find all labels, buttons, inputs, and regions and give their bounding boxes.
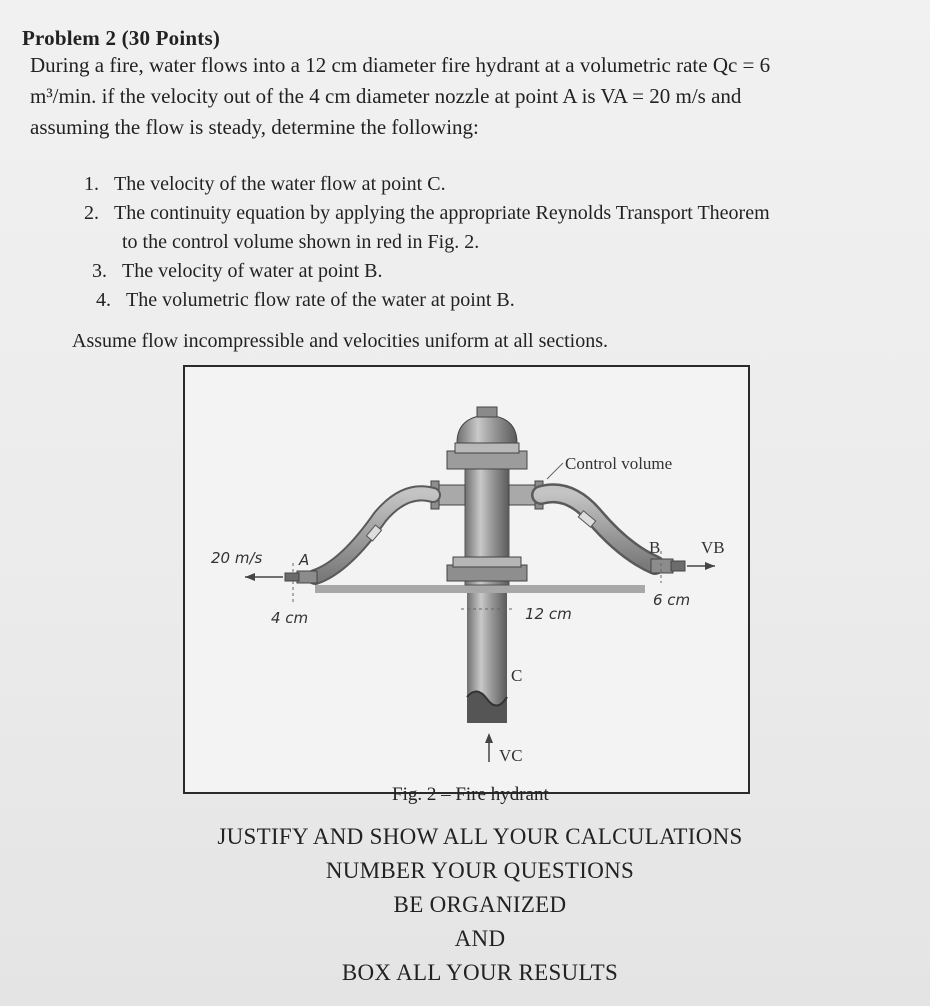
problem-statement-line: m³/min. if the velocity out of the 4 cm diameter nozzle at point A is VA = 20 m/s and [30, 84, 742, 108]
label-velocity-a: 20 m/s [211, 549, 263, 567]
nozzle-a [297, 571, 317, 583]
label-point-b: B [649, 538, 661, 557]
label-velocity-c: VC [499, 746, 523, 765]
label-diameter-a: 4 cm [271, 609, 309, 627]
question-number: 1. [84, 173, 99, 195]
problem-title: Problem 2 (30 Points) [22, 26, 221, 50]
problem-statement-line: During a fire, water flows into a 12 cm diameter fire hydrant at a volumetric rate Qc = 6 [30, 53, 771, 77]
question-number: 3. [92, 260, 107, 282]
question-text-continued: to the control volume shown in red in Fig. 2. [122, 231, 480, 253]
fire-hydrant-diagram [185, 367, 748, 792]
instruction-line: AND [454, 926, 506, 951]
figure-fire-hydrant [183, 365, 750, 794]
question-item [84, 199, 884, 257]
instructions-block [150, 820, 810, 990]
question-item [84, 170, 884, 199]
question-text: The velocity of water at point B. [122, 260, 383, 282]
label-point-a: A [299, 551, 310, 569]
problem-statement-line: assuming the flow is steady, determine the following: [30, 115, 479, 139]
question-number: 2. [84, 202, 99, 224]
left-outlet [437, 485, 465, 505]
assumption-text: Assume flow incompressible and velocities uniform at all sections. [72, 330, 608, 352]
question-item [96, 286, 884, 315]
question-text: The volumetric flow rate of the water at point B. [126, 289, 515, 311]
label-velocity-b: VB [701, 538, 725, 557]
instruction-line: JUSTIFY AND SHOW ALL YOUR CALCULATIONS [217, 824, 743, 849]
instruction-line: BE ORGANIZED [393, 892, 567, 917]
instruction-line: BOX ALL YOUR RESULTS [341, 960, 619, 985]
question-list [84, 170, 884, 315]
question-number: 4. [96, 289, 111, 311]
ground-surface [315, 585, 645, 593]
question-item [92, 257, 884, 286]
label-diameter-b: 6 cm [653, 591, 691, 609]
nozzle-b [651, 559, 673, 573]
question-text: The velocity of the water flow at point C. [114, 173, 446, 195]
operating-nut [477, 407, 497, 417]
label-point-c: C [511, 666, 523, 685]
instruction-line: NUMBER YOUR QUESTIONS [325, 858, 635, 883]
hydrant-upper-flange [447, 451, 527, 469]
figure-caption: Fig. 2 – Fire hydrant [392, 784, 549, 805]
hydrant-bonnet [457, 415, 517, 443]
label-diameter-c: 12 cm [525, 605, 572, 623]
problem-statement [30, 50, 880, 143]
control-volume-leader [547, 463, 563, 479]
question-text: The continuity equation by applying the appropriate Reynolds Transport Theorem [114, 202, 770, 224]
label-control-volume: Control volume [565, 454, 673, 473]
